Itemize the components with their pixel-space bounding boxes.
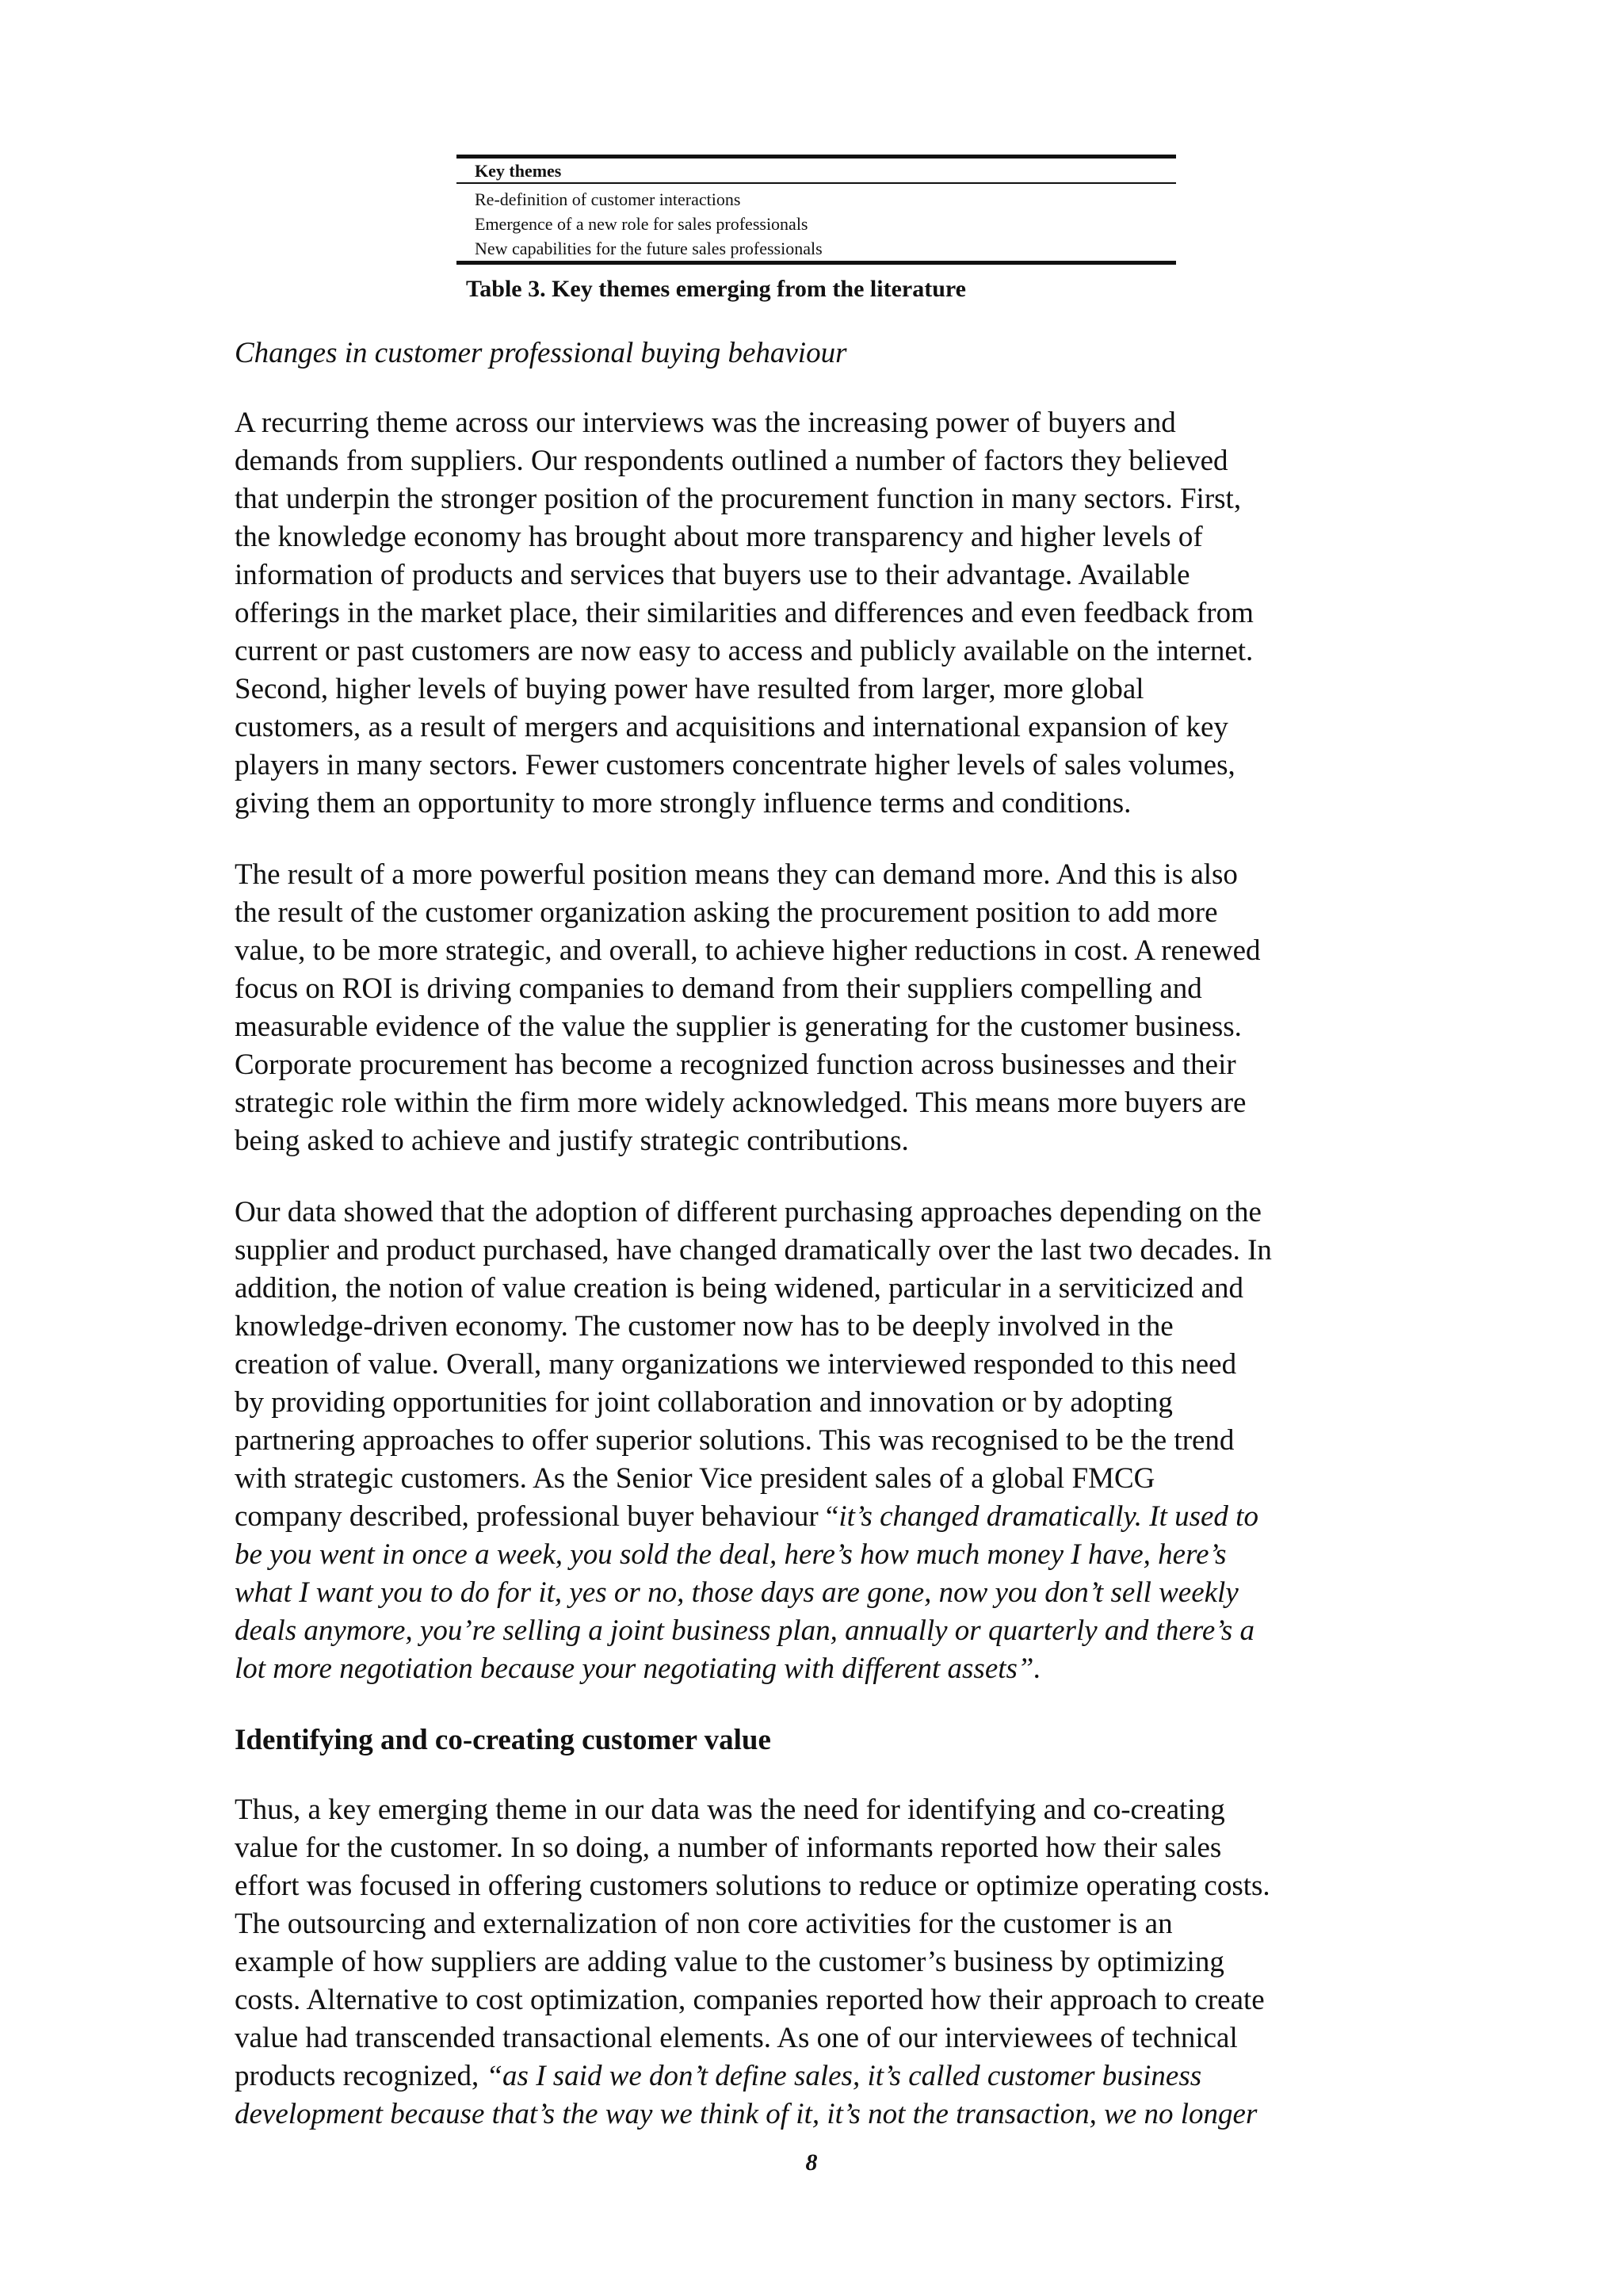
- main-content: [235, 334, 1409, 2167]
- text-line: the knowledge economy has brought about more transparency and higher levels of: [235, 521, 1203, 553]
- text-line: effort was focused in offering customers solutions to reduce or optimize operating costs.: [235, 1870, 1270, 1902]
- text-line: [235, 2057, 1409, 2095]
- quote-line: be you went in once a week, you sold the deal, here’s how much money I have, here’s: [235, 1538, 1227, 1571]
- page-number: 8: [805, 2149, 818, 2176]
- table-row: New capabilities for the future sales professionals: [475, 239, 823, 258]
- paragraph: [235, 856, 1409, 1160]
- text-line: information of products and services that buyers use to their advantage. Available: [235, 559, 1190, 591]
- paragraph: [235, 404, 1409, 823]
- text-line: that underpin the stronger position of the procurement function in many sectors. First,: [235, 483, 1242, 515]
- text-line: addition, the notion of value creation is being widened, particular in a serviticized and: [235, 1272, 1243, 1305]
- text-line: Second, higher levels of buying power have resulted from larger, more global: [235, 673, 1144, 705]
- text-line: costs. Alternative to cost optimization, companies reported how their approach to create: [235, 1984, 1265, 2016]
- text-run: products recognized,: [235, 2060, 487, 2092]
- text-line: partnering approaches to offer superior solutions. This was recognised to be the trend: [235, 1424, 1235, 1457]
- quote-line: lot more negotiation because your negotiating with different assets”.: [235, 1652, 1041, 1685]
- text-line: giving them an opportunity to more strongly influence terms and conditions.: [235, 787, 1132, 819]
- text-line: Corporate procurement has become a recognized function across businesses and their: [235, 1049, 1236, 1081]
- text-line: The result of a more powerful position means they can demand more. And this is also: [235, 858, 1238, 891]
- key-themes-table: [456, 155, 1176, 265]
- table-caption: Table 3. Key themes emerging from the literature: [466, 276, 966, 302]
- text-line: focus on ROI is driving companies to demand from their suppliers compelling and: [235, 972, 1202, 1005]
- text-line: example of how suppliers are adding value to the customer’s business by optimizing: [235, 1946, 1224, 1978]
- table-body: [456, 184, 1176, 261]
- text-line: [235, 1498, 1409, 1536]
- paragraph: [235, 1194, 1409, 1688]
- quote-line: deals anymore, you’re selling a joint business plan, annually or quarterly and there’s a: [235, 1614, 1254, 1647]
- quote-line: what I want you to do for it, yes or no, those days are gone, now you don’t sell weekly: [235, 1576, 1239, 1609]
- quote-line: development because that’s the way we think of it, it’s not the transaction, we no longer: [235, 2098, 1258, 2130]
- text-line: being asked to achieve and justify strategic contributions.: [235, 1125, 909, 1157]
- paragraph: [235, 1791, 1409, 2134]
- text-line: The outsourcing and externalization of non core activities for the customer is an: [235, 1908, 1173, 1940]
- text-line: value had transcended transactional elements. As one of our interviewees of technical: [235, 2022, 1238, 2054]
- table-row: Re-definition of customer interactions: [475, 189, 741, 209]
- text-line: demands from suppliers. Our respondents outlined a number of factors they believed: [235, 445, 1228, 477]
- text-line: knowledge-driven economy. The customer now has to be deeply involved in the: [235, 1310, 1174, 1343]
- table-bottom-rule: [456, 261, 1176, 265]
- text-line: current or past customers are now easy to access and publicly available on the internet.: [235, 635, 1254, 667]
- text-line: supplier and product purchased, have changed dramatically over the last two decades. In: [235, 1234, 1272, 1266]
- text-line: strategic role within the firm more widely acknowledged. This means more buyers are: [235, 1087, 1247, 1119]
- table-header: Key themes: [475, 161, 562, 181]
- text-line: Thus, a key emerging theme in our data was the need for identifying and co-creating: [235, 1794, 1225, 1826]
- text-line: Our data showed that the adoption of different purchasing approaches depending on the: [235, 1196, 1262, 1228]
- text-line: by providing opportunities for joint collaboration and innovation or by adopting: [235, 1386, 1173, 1419]
- text-line: creation of value. Overall, many organizations we interviewed responded to this need: [235, 1348, 1237, 1381]
- text-line: value, to be more strategic, and overall, to achieve higher reductions in cost. A renewed: [235, 934, 1261, 967]
- text-line: measurable evidence of the value the supplier is generating for the customer business.: [235, 1010, 1242, 1043]
- quote-text: it’s changed dramatically. It used to: [838, 1500, 1258, 1533]
- text-line: A recurring theme across our interviews was the increasing power of buyers and: [235, 407, 1176, 439]
- text-line: value for the customer. In so doing, a number of informants reported how their sales: [235, 1832, 1222, 1864]
- text-line: with strategic customers. As the Senior Vice president sales of a global FMCG: [235, 1462, 1155, 1495]
- section-heading: Identifying and co-creating customer value: [235, 1724, 771, 1756]
- section-heading: Changes in customer professional buying behaviour: [235, 337, 847, 369]
- text-run: company described, professional buyer behaviour “: [235, 1500, 839, 1533]
- table-row: Emergence of a new role for sales professionals: [475, 214, 808, 234]
- table-top-rule: [456, 155, 1176, 159]
- quote-text: “as I said we don’t define sales, it’s called customer business: [486, 2060, 1202, 2092]
- text-line: customers, as a result of mergers and acquisitions and international expansion of key: [235, 711, 1228, 743]
- text-line: the result of the customer organization asking the procurement position to add more: [235, 896, 1218, 929]
- text-line: players in many sectors. Fewer customers concentrate higher levels of sales volumes,: [235, 749, 1235, 781]
- text-line: offerings in the market place, their similarities and differences and even feedback from: [235, 597, 1254, 629]
